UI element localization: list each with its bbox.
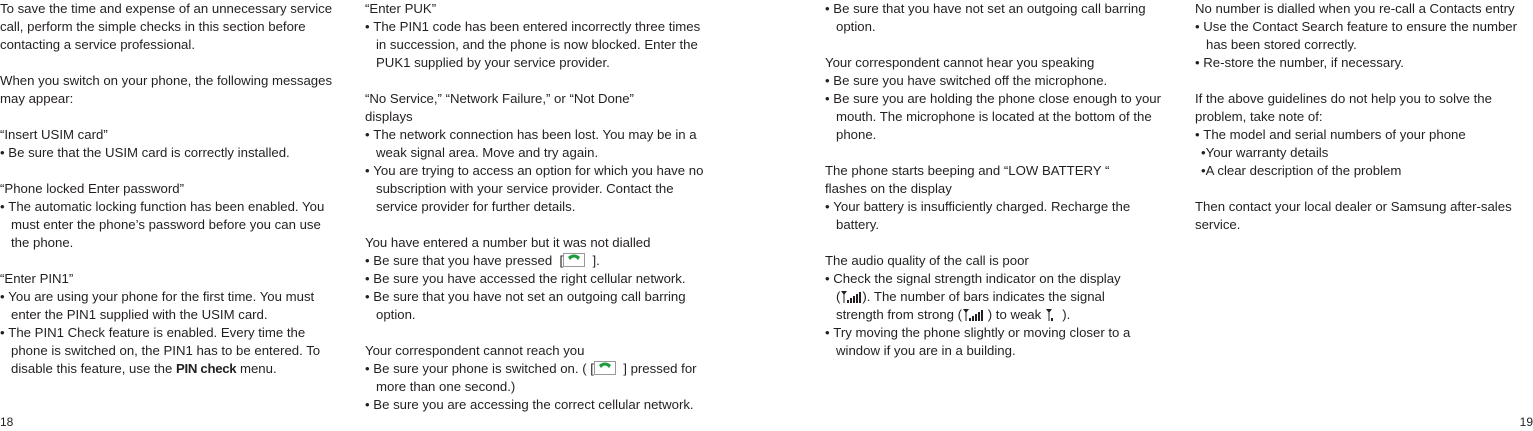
call-key-icon bbox=[563, 253, 585, 267]
audio-quality-heading: The audio quality of the call is poor bbox=[825, 253, 1029, 268]
cannot-reach-heading: Your correspondent cannot reach you bbox=[365, 343, 585, 358]
column-1 bbox=[0, 0, 342, 378]
end-key-icon bbox=[594, 361, 616, 375]
audio-bullet-line-3 bbox=[825, 306, 1170, 324]
cannot-reach-bullet-1-end: ] pressed for more than one second.) bbox=[376, 361, 697, 394]
recall-bullet-1: • Use the Contact Search feature to ensure the number has been stored correctly. bbox=[1195, 18, 1533, 54]
no-service-subheading: displays bbox=[365, 109, 413, 124]
audio-bullet-line-2-text: ). The number of bars indicates the signal bbox=[862, 289, 1105, 304]
cannot-hear-heading: Your correspondent cannot hear you speaking bbox=[825, 55, 1095, 70]
signal-strong-icon bbox=[962, 308, 984, 321]
cannot-reach-bullet-1-text: Be sure your phone is switched on. ( bbox=[373, 361, 587, 376]
puk-bullet-1: • The PIN1 code has been entered incorrectly three times in succession, and the phone is now blocked. Enter the PUK1 supplied by your service provider. bbox=[365, 18, 713, 72]
note-bullet-2: • Your warranty details bbox=[1195, 144, 1533, 162]
audio-bullet-line-1: • Check the signal strength indicator on the display bbox=[825, 270, 1170, 288]
not-dialled-bullet-2: • Be sure you have accessed the right cellular network. bbox=[365, 270, 713, 288]
guidelines-paragraph: If the above guidelines do not help you to solve the problem, take note of: bbox=[1195, 91, 1492, 124]
cannot-hear-bullet-2: • Be sure you are holding the phone close enough to your mouth. The microphone is located at the bottom of the phone. bbox=[825, 90, 1170, 144]
locked-heading: “Phone locked Enter password” bbox=[0, 181, 184, 196]
column-2 bbox=[365, 0, 713, 414]
column-4 bbox=[1195, 0, 1533, 234]
low-battery-heading: The phone starts beeping and “LOW BATTERY “ bbox=[825, 163, 1110, 178]
audio-quality-bullet-1 bbox=[825, 270, 1170, 324]
pin-check-keyword: PIN check bbox=[175, 361, 237, 376]
switch-on-paragraph: When you switch on your phone, the following messages may appear: bbox=[0, 73, 333, 106]
audio-quality-bullet-2: • Try moving the phone slightly or moving closer to a window if you are in a building. bbox=[825, 324, 1170, 360]
signal-weak-icon bbox=[1045, 308, 1055, 321]
page-number-right: 19 bbox=[1519, 415, 1533, 429]
not-dialled-heading: You have entered a number but it was not dialled bbox=[365, 235, 651, 250]
usim-heading: “Insert USIM card” bbox=[0, 127, 108, 142]
audio-bullet-line-3-weak: ) to weak bbox=[987, 307, 1042, 322]
pin-bullet-2-text: The PIN1 Check feature is enabled. Every time the phone is switched on, the PIN1 has to be entered. To disable this feature, use the bbox=[8, 325, 321, 376]
no-service-bullet-2: • You are trying to access an option for which you have no subscription with your service provider. Contact the service provider for further details. bbox=[365, 162, 713, 216]
not-dialled-bullet-1-text: Be sure that you have pressed bbox=[373, 253, 553, 268]
low-battery-subheading: flashes on the display bbox=[825, 181, 952, 196]
pin-heading: “Enter PIN1” bbox=[0, 271, 74, 286]
page-number-left: 18 bbox=[0, 415, 14, 429]
usim-bullet-1: • Be sure that the USIM card is correctly installed. bbox=[0, 144, 342, 162]
audio-bullet-line-3-end: ). bbox=[1062, 307, 1071, 322]
not-dialled-bullet-1: • Be sure that you have pressed [ ]. bbox=[365, 252, 713, 270]
audio-bullet-line-3-text: strength from strong ( bbox=[836, 307, 963, 322]
puk-heading: “Enter PUK” bbox=[365, 1, 437, 16]
pin-bullet-1: • You are using your phone for the first time. You must enter the PIN1 supplied with the USIM card. bbox=[0, 288, 342, 324]
intro-paragraph: To save the time and expense of an unnecessary service call, perform the simple checks in this section before contacting a service professional. bbox=[0, 1, 333, 52]
contact-paragraph: Then contact your local dealer or Samsung after-sales service. bbox=[1195, 199, 1512, 232]
pin-bullet-2-end: menu. bbox=[239, 361, 277, 376]
cannot-reach-bullet-1: • Be sure your phone is switched on. ( [ ] pressed for more than one second.) bbox=[365, 360, 713, 396]
recall-bullet-2: • Re-store the number, if necessary. bbox=[1195, 54, 1533, 72]
barring-bullet-1: • Be sure that you have not set an outgoing call barring option. bbox=[825, 0, 1170, 36]
note-bullet-1: • The model and serial numbers of your phone bbox=[1195, 126, 1533, 144]
not-dialled-bullet-3: • Be sure that you have not set an outgoing call barring option. bbox=[365, 288, 713, 324]
cannot-reach-bullet-2: • Be sure you are accessing the correct cellular network. bbox=[365, 396, 713, 414]
cannot-hear-bullet-1: • Be sure you have switched off the microphone. bbox=[825, 72, 1170, 90]
audio-bullet-line-2: ( ). The number of bars indicates the signal bbox=[836, 289, 1105, 304]
column-3 bbox=[825, 0, 1170, 360]
no-service-heading: “No Service,” “Network Failure,” or “Not Done” bbox=[365, 91, 634, 106]
signal-full-icon bbox=[840, 290, 862, 303]
note-bullet-3: • A clear description of the problem bbox=[1195, 162, 1533, 180]
low-battery-bullet-1: • Your battery is insufficiently charged. Recharge the battery. bbox=[825, 198, 1170, 234]
not-dialled-bullet-1-end: ]. bbox=[592, 253, 600, 268]
locked-bullet-1: • The automatic locking function has been enabled. You must enter the phone’s password before you can use the phone. bbox=[0, 198, 342, 252]
recall-heading: No number is dialled when you re-call a Contacts entry bbox=[1195, 1, 1515, 16]
pin-bullet-2 bbox=[0, 324, 342, 378]
no-service-bullet-1: • The network connection has been lost. You may be in a weak signal area. Move and try again. bbox=[365, 126, 713, 162]
